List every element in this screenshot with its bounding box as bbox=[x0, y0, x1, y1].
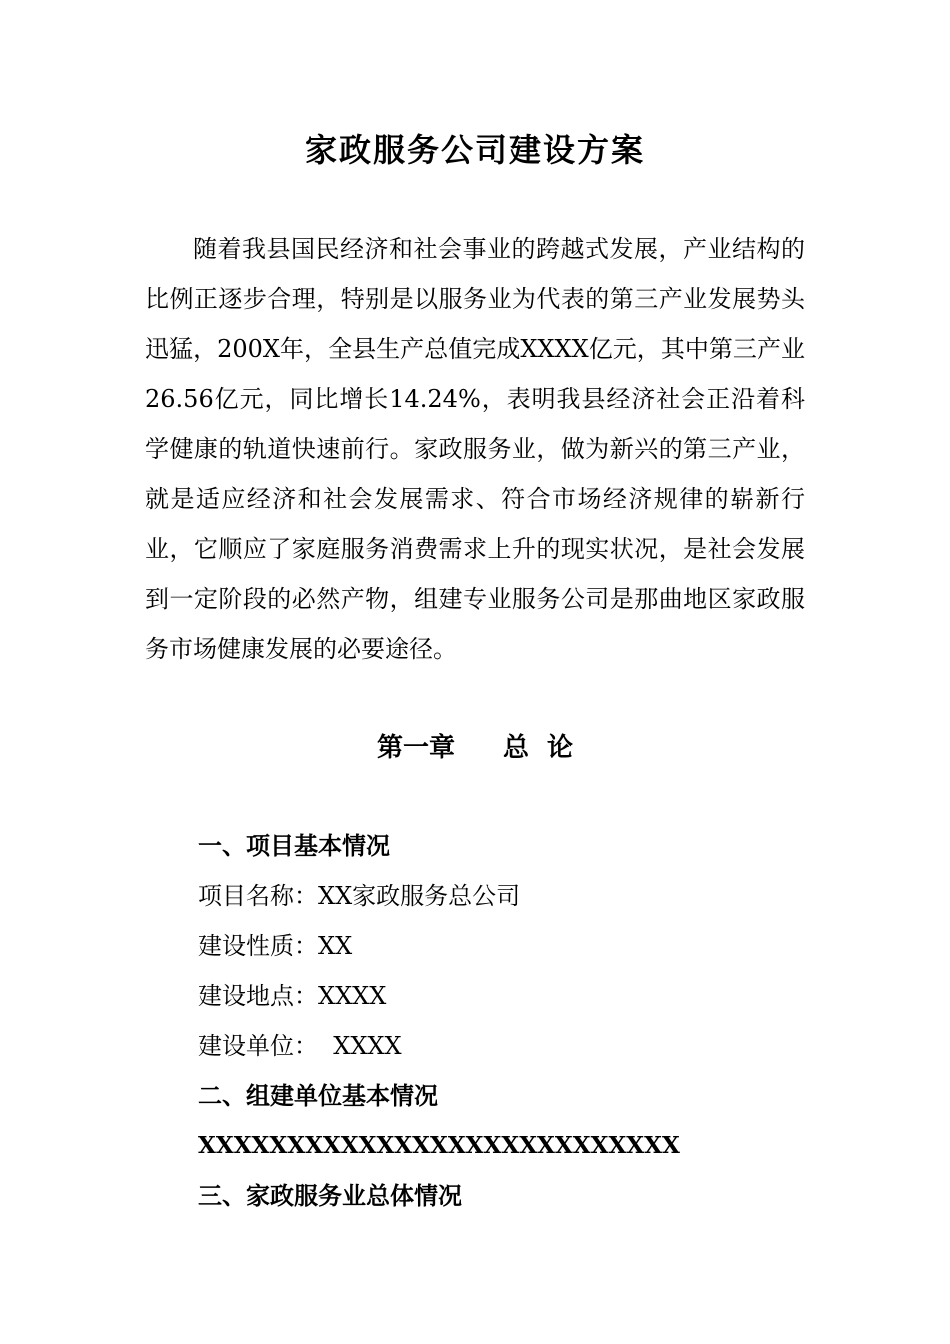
project-name-line: 项目名称：XX家政服务总公司 bbox=[198, 882, 521, 910]
chapter-name: 总 论 bbox=[502, 733, 574, 763]
construction-nature-line: 建设性质：XX bbox=[198, 932, 353, 960]
section-2-heading: 二、组建单位基本情况 bbox=[198, 1081, 438, 1110]
document-title: 家政服务公司建设方案 bbox=[304, 131, 645, 169]
chapter-heading bbox=[0, 726, 950, 770]
chapter-number: 第一章 bbox=[376, 733, 455, 763]
construction-site-line: 建设地点：XXXX bbox=[198, 982, 387, 1010]
intro-paragraph: 随着我县国民经济和社会事业的跨越式发展，产业结构的比例正逐步合理，特别是以服务业为代表的第三产业发展势头迅猛，200X年，全县生产总值完成XXXX亿元，其中第三产业26.56亿元，同比增长14.24%，表明我县经济社会正沿着科学健康的轨道快速前行。家政服务业，做为新兴的第三产业，就是适应经济和社会发展需求、符合市场经济规律的崭新行业，它顺应了家庭服务消费需求上升的现实状况，是社会发展到一定阶段的必然产物，组建专业服务公司是那曲地区家政服务市场健康发展的必要途径。 bbox=[145, 235, 805, 663]
section-2-content: XXXXXXXXXXXXXXXXXXXXXXXXXXX bbox=[198, 1132, 680, 1159]
section-1-heading: 一、项目基本情况 bbox=[198, 831, 390, 860]
construction-unit-line: 建设单位： XXXX bbox=[198, 1032, 402, 1060]
section-3-heading: 三、家政服务业总体情况 bbox=[198, 1181, 462, 1210]
